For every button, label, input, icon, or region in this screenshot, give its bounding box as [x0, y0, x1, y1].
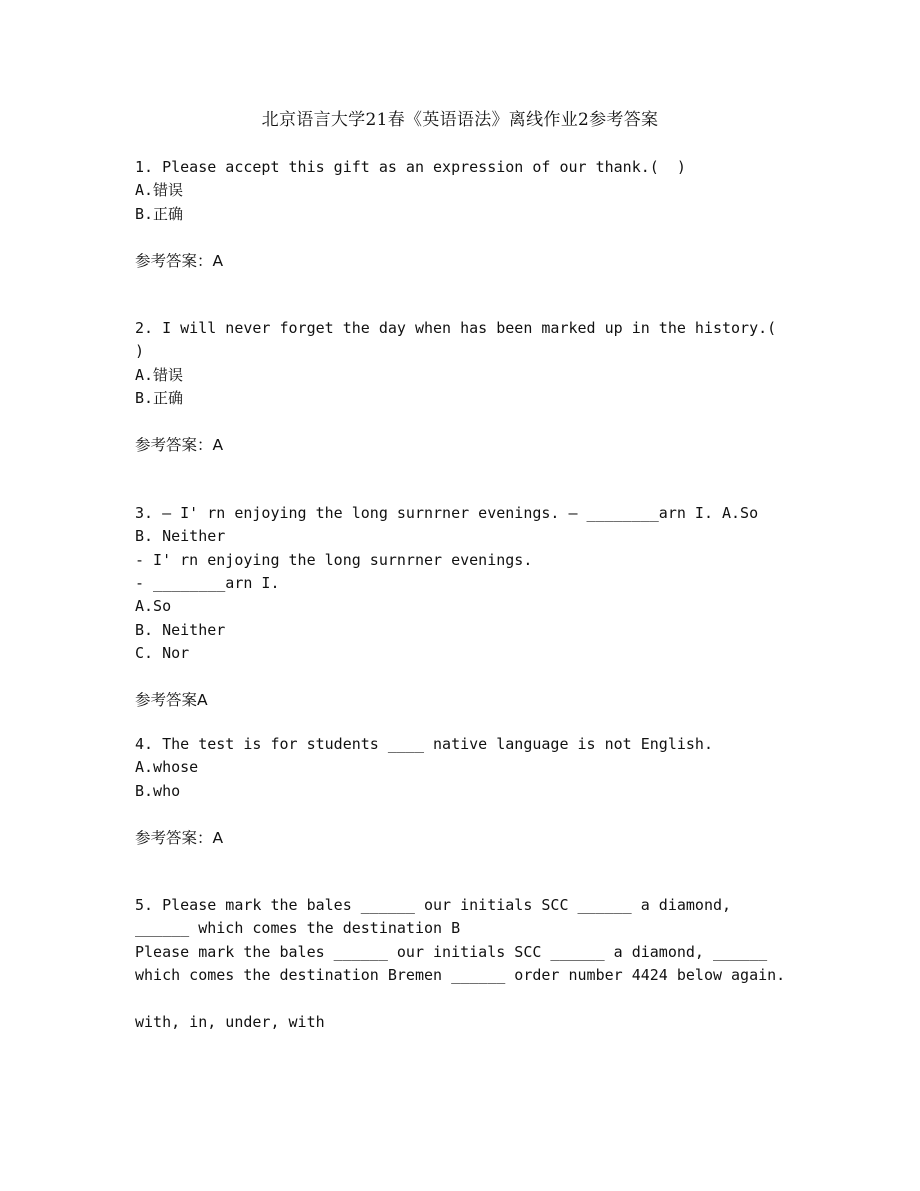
- question-3-option-b: B. Neither: [135, 621, 226, 639]
- question-2-option-b: B.正确: [135, 389, 184, 407]
- question-4-option-a: A.whose: [135, 758, 199, 776]
- question-5-text-line-3: Please mark the bales ______ our initials SCC ______ a diamond, ______: [135, 943, 768, 961]
- question-1-option-a: A.错误: [135, 181, 184, 199]
- question-2-text: 2. I will never forget the day when has been marked up in the history.(: [135, 319, 777, 337]
- question-1-text: 1. Please accept this gift as an expression of our thank.( ): [135, 158, 686, 176]
- question-2-text-continued: ): [135, 342, 145, 360]
- question-3-option-a: A.So: [135, 597, 172, 615]
- question-3-text-line-4: - ________arn I.: [135, 574, 280, 592]
- question-4-option-b: B.who: [135, 782, 181, 800]
- question-1-answer: 参考答案：A: [135, 252, 224, 270]
- question-3-answer: 参考答案A: [135, 691, 208, 709]
- question-3-text-line-3: - I' rn enjoying the long surnrner evenings.: [135, 551, 533, 569]
- question-3-text: 3. — I' rn enjoying the long surnrner evenings. — ________arn I. A.So: [135, 504, 759, 522]
- question-4-text: 4. The test is for students ____ native language is not English.: [135, 735, 713, 753]
- document-title: 北京语言大学21春《英语语法》离线作业2参考答案: [261, 110, 659, 130]
- question-4-answer: 参考答案：A: [135, 829, 224, 847]
- question-3-text-line-2: B. Neither: [135, 527, 226, 545]
- question-3-option-c: C. Nor: [135, 644, 190, 662]
- question-5-text-line-2: ______ which comes the destination B: [135, 919, 461, 937]
- question-5-text-line-4: which comes the destination Bremen ______ order number 4424 below again.: [135, 966, 786, 984]
- question-1-option-b: B.正确: [135, 205, 184, 223]
- question-2-answer: 参考答案：A: [135, 436, 224, 454]
- question-5-answer-words: with, in, under, with: [135, 1013, 325, 1031]
- question-2-option-a: A.错误: [135, 366, 184, 384]
- question-5-text: 5. Please mark the bales ______ our initials SCC ______ a diamond,: [135, 896, 732, 914]
